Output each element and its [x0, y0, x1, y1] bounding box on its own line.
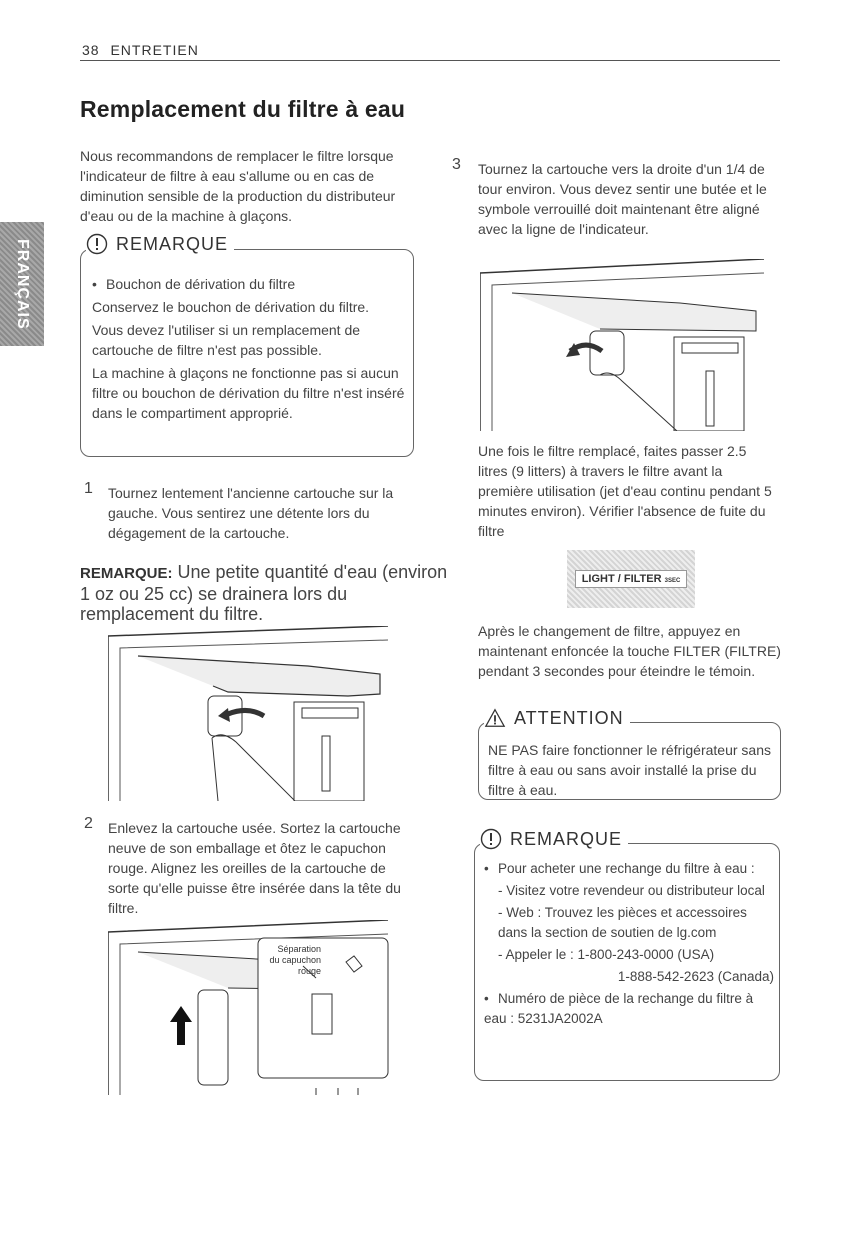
step-2-number: 2	[84, 815, 93, 832]
intro-text: Nous recommandons de remplacer le filtre lorsque l'indicateur de filtre à eau s'allume ou en cas de diminution sensible de la production du distributeur d'eau ou de la machine à glaçons.	[80, 148, 396, 224]
note2-item: - Appeler le : 1-800-243-0000 (USA)	[498, 947, 715, 962]
after-button-text: Après le changement de filtre, appuyez en maintenant enfoncée la touche FILTER (FILTRE) pendant 3 secondes pour éteindre le témoin.	[478, 623, 781, 679]
attention-text: NE PAS faire fonctionner le réfrigérateur sans filtre à eau ou sans avoir installé la prise du filtre à eau.	[488, 742, 771, 798]
language-tab-label: FRANÇAIS	[14, 238, 31, 330]
bullet-dot-icon: •	[92, 276, 97, 292]
note2-item: - Web : Trouvez les pièces et accessoires dans la section de soutien de lg.com	[498, 905, 747, 940]
step-1-number: 1	[84, 480, 93, 497]
illustration-filter-turn-right	[480, 259, 770, 431]
warning-icon	[484, 707, 506, 729]
note-header-1	[86, 233, 234, 255]
info-icon	[480, 828, 502, 850]
step-2-text: Enlevez la cartouche usée. Sortez la cartouche neuve de son emballage et ôtez le capuchon rouge. Alignez les oreilles de la cartouche de sorte qu'elle puisse être insérée dans la tête du filtre.	[108, 820, 401, 916]
after-replacement-text: Une fois le filtre remplacé, faites passer 2.5 litres (9 litters) à travers le filtre avant la première utilisation (jet d'eau continu pendant 5 minutes environ). Vérifier l'absence de fuite du filtre	[478, 443, 772, 539]
illustration-filter-turn-left	[108, 626, 398, 801]
page-title: Remplacement du filtre à eau	[80, 96, 406, 122]
remarque-inline	[80, 562, 455, 624]
remarque-inline-label: REMARQUE:	[80, 565, 173, 582]
note-title-2: REMARQUE	[510, 828, 623, 849]
step-3-number: 3	[452, 156, 461, 173]
note1-line: Conservez le bouchon de dérivation du filtre.	[92, 299, 370, 315]
section-name: ENTRETIEN	[110, 42, 199, 58]
note-title-1: REMARQUE	[116, 233, 229, 254]
callout-line: Séparation	[277, 944, 321, 954]
light-filter-button-image	[567, 550, 695, 608]
header-divider	[80, 60, 780, 61]
note-body-1	[92, 274, 408, 426]
page-header	[82, 42, 199, 58]
illustration-filter-insert	[108, 920, 398, 1095]
step-1-text: Tournez lentement l'ancienne cartouche sur la gauche. Vous sentirez une détente lors du dégagement de la cartouche.	[108, 485, 394, 541]
light-filter-button	[575, 570, 688, 588]
note1-line: La machine à glaçons ne fonctionne pas si aucun filtre ou bouchon de dérivation du filtre n'est inséré dans le compartiment approprié.	[92, 365, 405, 421]
light-filter-suffix: 3SEC	[664, 578, 681, 584]
note1-bullet: Bouchon de dérivation du filtre	[106, 276, 296, 292]
attention-header	[484, 707, 630, 729]
note2-bullet1: Pour acheter une rechange du filtre à eau :	[498, 861, 755, 876]
note1-line: Vous devez l'utiliser si un remplacement de cartouche de filtre n'est pas possible.	[92, 322, 361, 358]
note-header-2	[480, 828, 628, 850]
attention-title: ATTENTION	[514, 707, 624, 728]
note2-bullet2: Numéro de pièce de la rechange du filtre à eau : 5231JA2002A	[484, 991, 754, 1026]
note2-canada: 1-888-542-2623 (Canada)	[617, 969, 774, 984]
callout-line: rouge	[297, 966, 321, 976]
bullet-dot-icon: •	[484, 991, 489, 1006]
info-icon	[86, 233, 108, 255]
callout-text	[259, 944, 321, 977]
page-number: 38	[82, 42, 100, 58]
light-filter-label: LIGHT / FILTER	[581, 573, 662, 585]
remarque-inline-text: Une petite quantité d'eau (environ 1 oz ou 25 cc) se drainera lors du remplacement du filtre.	[80, 562, 448, 624]
note2-item: - Visitez votre revendeur ou distributeur local	[498, 883, 765, 898]
note-body-2	[484, 859, 776, 1032]
language-tab	[0, 222, 44, 346]
callout-line: du capuchon	[269, 955, 321, 965]
bullet-dot-icon: •	[484, 861, 489, 876]
step-3-text: Tournez la cartouche vers la droite d'un 1/4 de tour environ. Vous devez sentir une butée et le symbole verrouillé doit maintenant être aligné avec la ligne de l'indicateur.	[478, 161, 767, 237]
